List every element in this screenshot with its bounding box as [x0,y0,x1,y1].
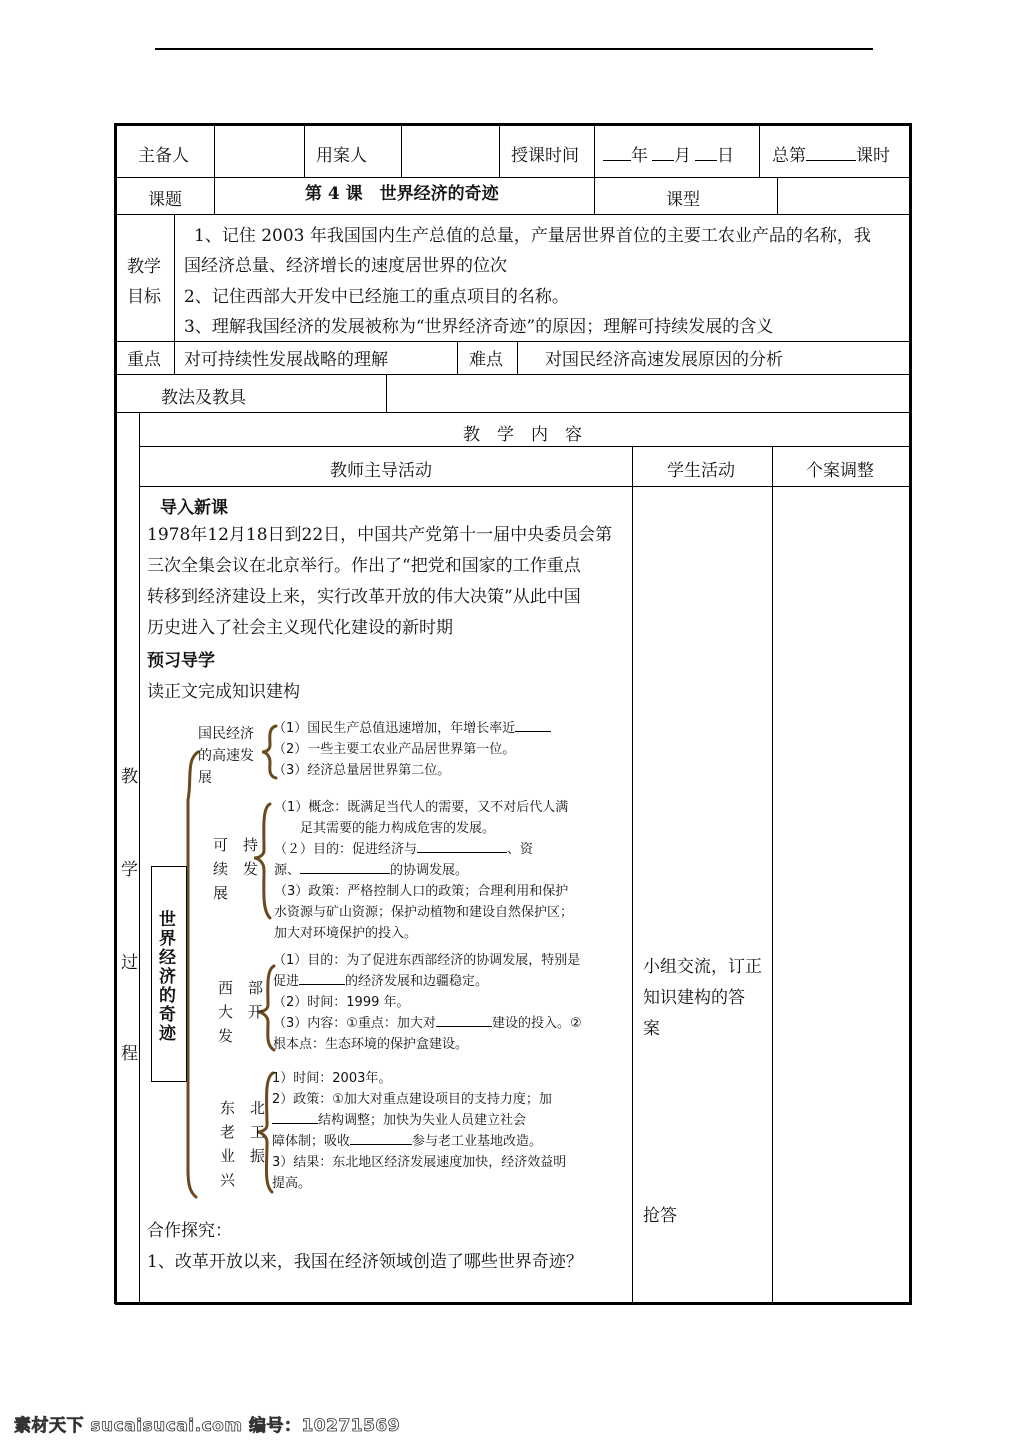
group-item: （1）目的：为了促进东西部经济的协调发展，特别是 [273,953,581,968]
group-item: 1）时间：2003年。 [272,1071,392,1086]
question-1: 1、改革开放以来，我国在经济领域创造了哪些世界奇迹？ [147,1252,583,1272]
group-item: 3）结果：东北地区经济发展速度加快，经济效益明 [272,1155,567,1170]
content-heading: 教 学 内 容 [463,425,582,445]
intro-heading: 导入新课 [160,498,228,518]
lesson-type-label: 课型 [666,190,700,210]
goal-line: 2、记住西部大开发中已经施工的重点项目的名称。 [184,287,569,307]
group-label-line: 老 工 [220,1123,266,1141]
intro-line: 转移到经济建设上来，实行改革开放的伟大决策”从此中国 [147,587,581,607]
intro-line: 三次全集会议在北京举行。作出了“把党和国家的工作重点 [147,556,581,576]
group-item: （3）经济总量居世界第二位。 [273,763,451,778]
group-item: （2）时间：1999 年。 [273,995,410,1010]
group-items-sustainable [274,797,573,943]
user-label: 用案人 [316,146,367,166]
group-item: （3）政策：严格控制人口的政策；合理利用和保护 [274,884,569,899]
group-items-northeast [272,1068,566,1194]
read-instruction: 读正文完成知识建构 [147,682,300,702]
group-item: （3）内容：①重点：加大对 建设的投入。② [273,1016,582,1031]
group-item: 水资源与矿山资源；保护动植物和建设自然保护区； [274,905,574,920]
group-items-west [273,950,582,1055]
difficulty-text: 对国民经济高速发展原因的分析 [545,350,783,370]
group-item: 提高。 [272,1176,312,1191]
key-point-label: 重点 [127,350,161,370]
group-label-economy [198,723,254,789]
topic-label: 课题 [148,190,182,210]
process-label-char: 教 [121,767,138,787]
col-adjust-header: 个案调整 [806,461,874,481]
process-label-char: 学 [121,860,138,880]
intro-line: 1978年12月18日到22日，中国共产党第十一届中央委员会第 [147,525,613,545]
group-label-line: 东 北 [220,1099,266,1117]
student-activity-line: 案 [643,1019,660,1039]
group-label-line: 展 [198,770,212,786]
goal-line: 1、记住 2003 年我国国内生产总值的总量，产量居世界首位的主要工农业产品的名称，我 [194,226,871,246]
group-item: 障体制；吸收 参与老工业基地改造。 [272,1134,543,1149]
group-item: （1）国民生产总值迅速增加，年增长率近 [273,718,551,739]
goal-line: 3、理解我国经济的发展被称为“世界经济奇迹”的原因；理解可持续发展的含义 [184,317,774,337]
student-activity-2: 抢答 [643,1206,677,1226]
preparer-label: 主备人 [138,146,189,166]
lesson-title: 第 4 课 世界经济的奇迹 [305,184,499,204]
preview-heading: 预习导学 [147,651,215,671]
group-item: 足其需要的能力构成危害的发展。 [274,821,496,836]
group-label-line: 兴 [220,1171,236,1189]
goals-label-2: 目标 [127,287,161,307]
main-bracket [188,752,198,1197]
time-label: 授课时间 [511,146,579,166]
diagram-main-title: 世界经济的奇迹 [159,910,176,1044]
group-item: 加大对环境保护的投入。 [274,926,418,941]
process-label-char: 过 [121,953,138,973]
group-label-sustainable [213,833,258,905]
key-point-text: 对可持续性发展战略的理解 [184,350,388,370]
group-label-line: 发 [218,1027,234,1045]
student-activity-1 [643,952,769,1045]
group-item: 2）政策：①加大对重点建设项目的支持力度；加 [272,1092,552,1107]
col-student-header: 学生活动 [667,461,735,481]
group-label-line: 西 部 [218,979,264,997]
group-label-line: 续 发 [213,860,259,878]
group-label-line: 业 振 [220,1147,266,1165]
cooperation-heading: 合作探究： [147,1221,232,1241]
col-teacher-header: 教师主导活动 [330,461,432,481]
total-lessons: 总第 课时 [772,146,890,166]
group-item: 根本点：生态环境的保护盒建设。 [273,1037,469,1052]
group-label-west [218,976,263,1048]
diagram-main-title-box [151,866,187,1082]
date-field: 年 月 日 [603,146,734,166]
group-label-line: 可 持 [213,836,259,854]
group-label-northeast [220,1096,265,1192]
group-item: （2）一些主要工农业产品居世界第一位。 [273,742,516,757]
goals-label-1: 教学 [127,257,161,277]
group-item: （２）目的：促进经济与 、资 [274,842,534,857]
group-label-line: 大 开 [218,1003,264,1021]
group-item: 结构调整；加快为失业人员建立社会 [272,1110,566,1131]
methods-label: 教法及教具 [161,388,246,408]
goal-line: 国经济总量、经济增长的速度居世界的位次 [184,256,507,276]
group-item: 源、 的协调发展。 [274,863,469,878]
student-activity-line: 知识建构的答 [643,988,745,1008]
watermark-text: 素材天下 sucaisucai.com 编号：10271569 [14,1416,401,1436]
group-label-line: 的高速发 [198,748,254,764]
group-items-economy [273,718,551,781]
student-activity-line: 小组交流，订正 [643,957,762,977]
group-item: 促进 的经济发展和边疆稳定。 [273,974,489,989]
group-label-line: 展 [213,884,229,902]
group-label-line: 国民经济 [198,726,254,742]
watermark-bar [0,1402,1024,1442]
group-item: （1）概念：既满足当代人的需要，又不对后代人满 [274,800,569,815]
process-label-char: 程 [121,1044,138,1064]
intro-line: 历史进入了社会主义现代化建设的新时期 [147,618,453,638]
difficulty-label: 难点 [469,350,503,370]
